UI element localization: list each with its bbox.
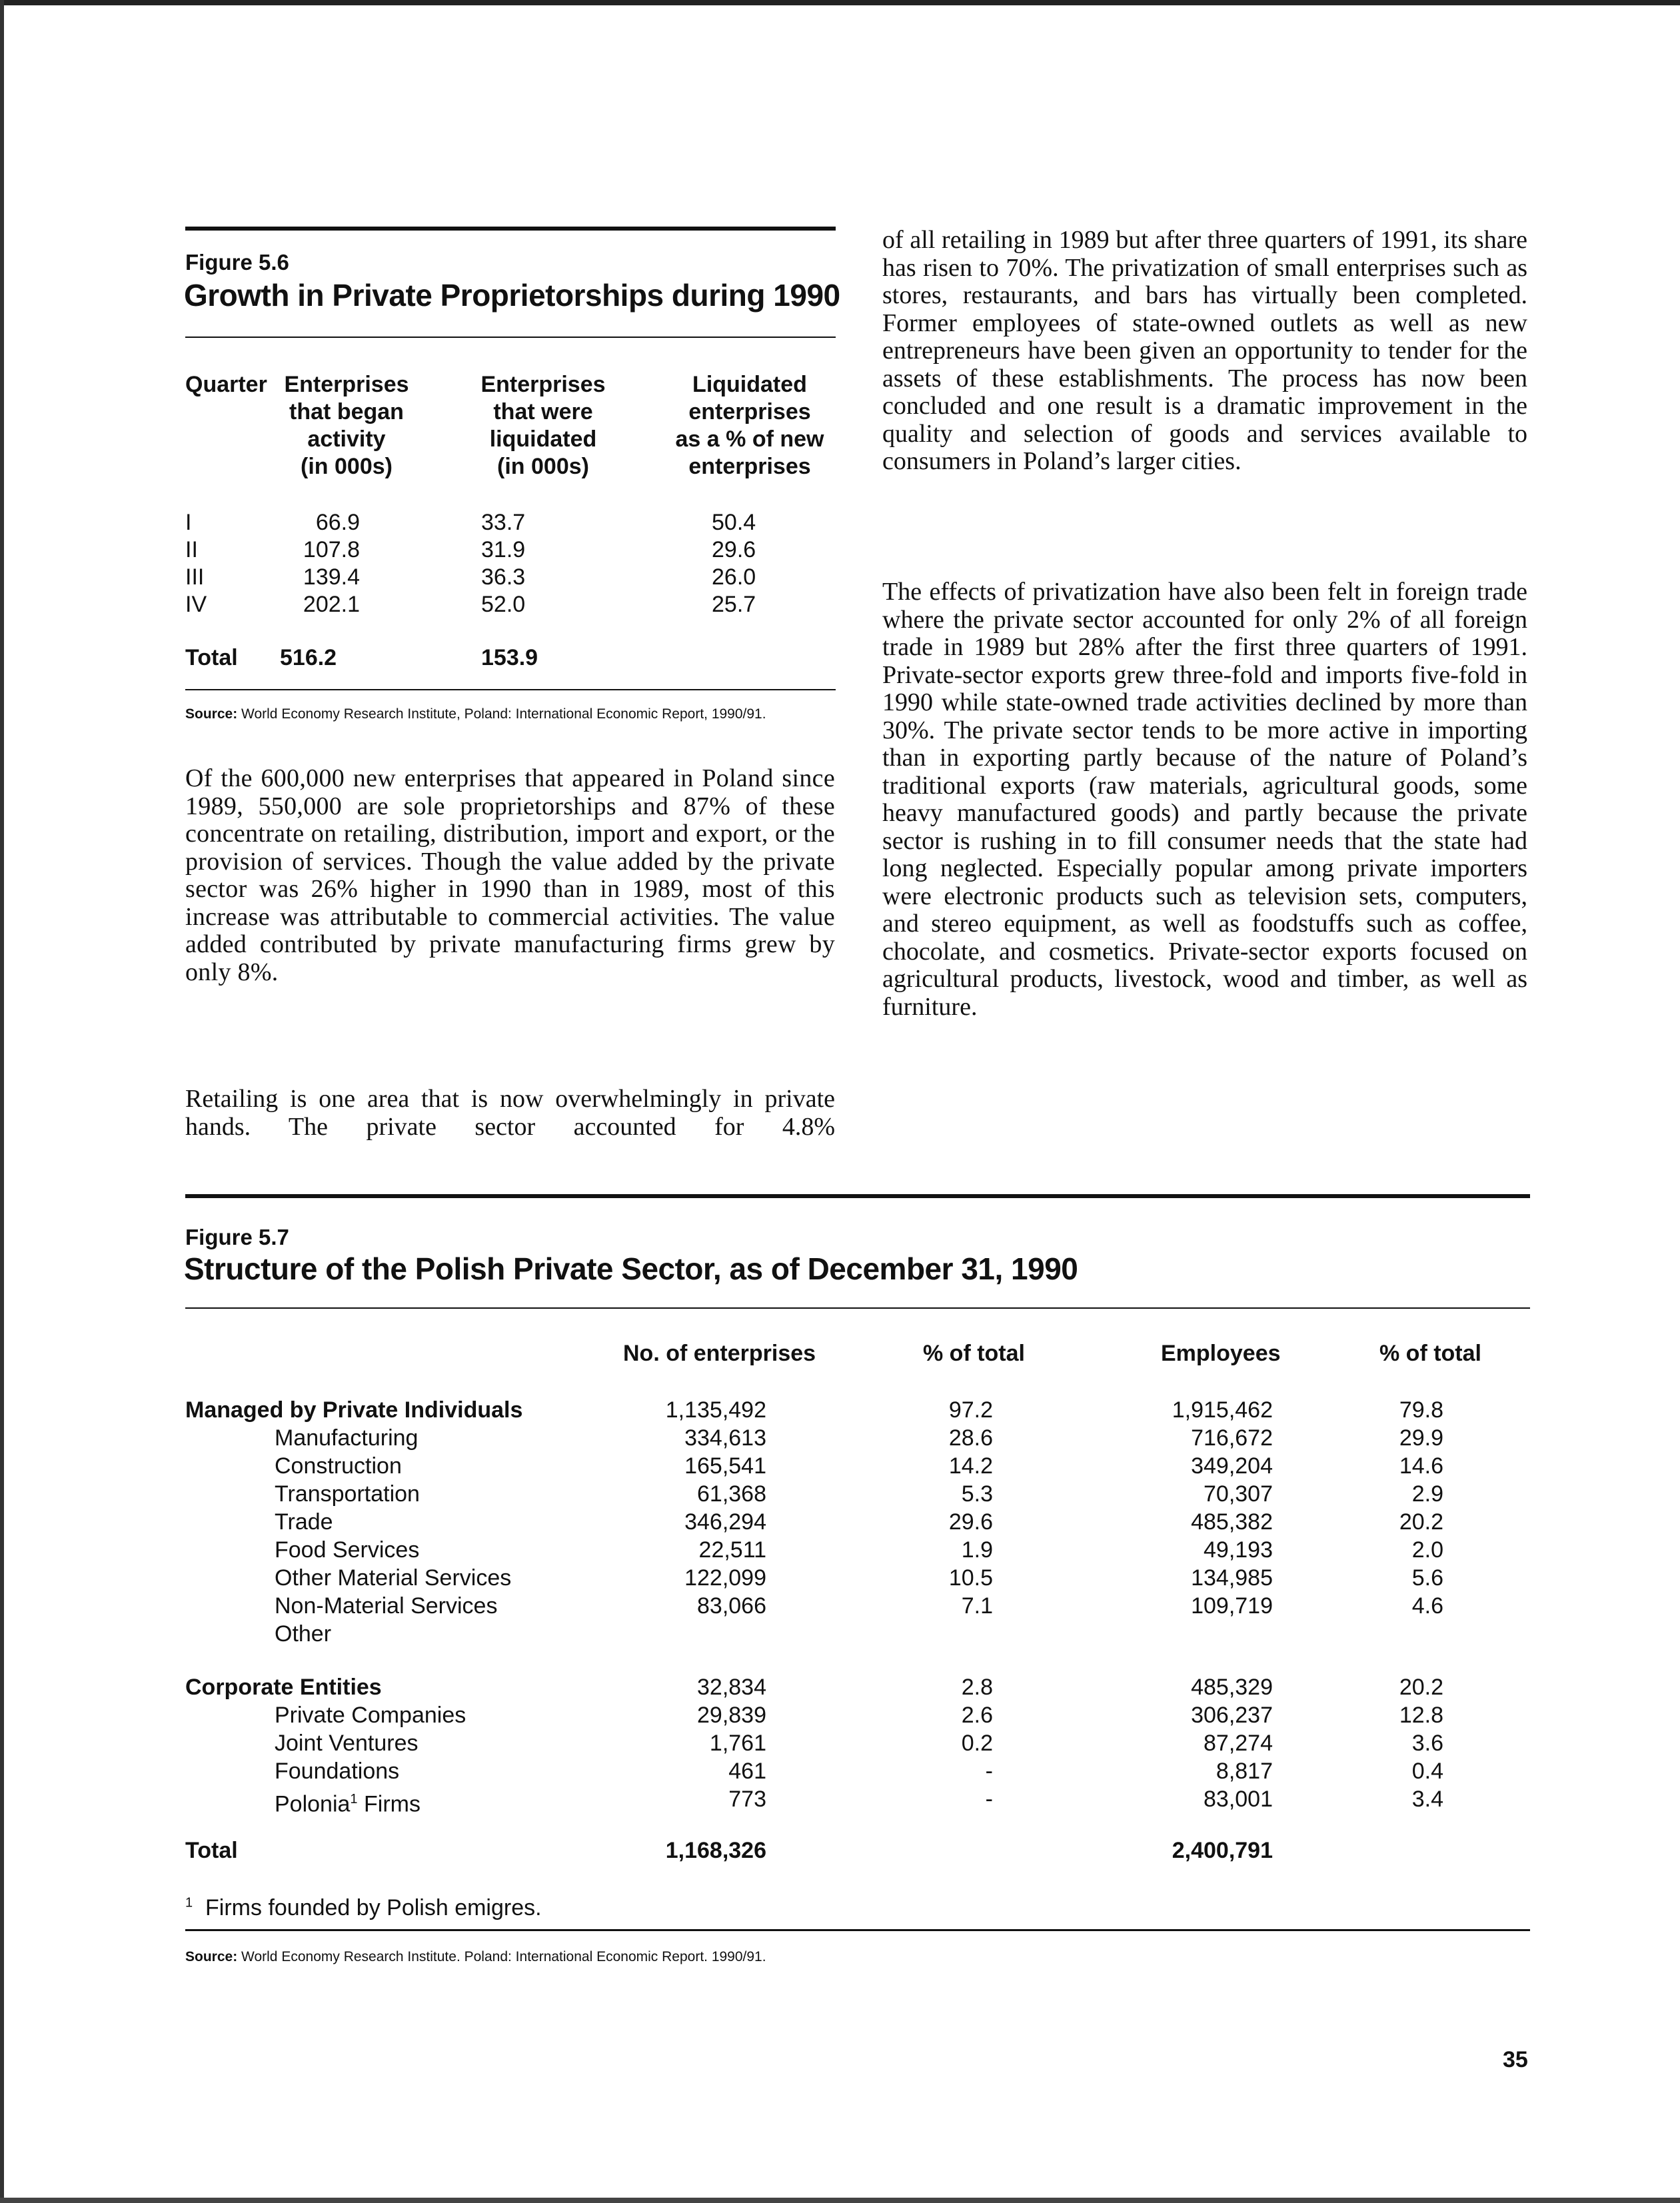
fig57-pct-employees: 5.6 [1411, 1565, 1443, 1591]
fig57-row [0, 1508, 1680, 1536]
fig57-row [0, 1592, 1680, 1620]
fig57-enterprises: 122,099 [684, 1565, 766, 1591]
fig56-quarter: I [185, 510, 192, 535]
fig57-pct-employees: 4.6 [1411, 1593, 1443, 1619]
fig57-row [0, 1757, 1680, 1785]
fig57-employees: 87,274 [1204, 1731, 1273, 1756]
fig57-row-label: Trade [275, 1509, 333, 1535]
fig57-employees: 485,382 [1191, 1509, 1273, 1535]
fig57-employees: 2,400,791 [1172, 1838, 1273, 1863]
body-paragraph: of all retailing in 1989 but after three quarters of 1991, its share has risen to 70%. The privatization of small enterprises such as stores, restaurants, and bars has virtually been completed. Former employees of state-owned outlets as well as new entrepreneurs have been given an opportunity to tender for the assets of these establishments. The process has now been concluded and one result is a dramatic improvement in the quality and selection of goods and services available to consumers in Poland’s larger cities. [882, 226, 1527, 475]
fig56-liquidated: 31.9 [481, 537, 526, 562]
fig57-title-rule [185, 1307, 1530, 1309]
fig57-enterprises: 1,135,492 [665, 1397, 766, 1423]
fig56-title-rule [185, 337, 836, 338]
fig57-bottom-rule [185, 1929, 1530, 1931]
fig57-employees: 49,193 [1204, 1537, 1273, 1563]
fig56-pct: 25.7 [712, 592, 756, 617]
fig57-row-label: Non-Material Services [275, 1593, 498, 1619]
fig57-enterprises: 29,839 [697, 1703, 766, 1728]
fig56-header-began: Enterprises that began activity (in 000s) [284, 372, 409, 479]
fig57-pct-enterprises: - [985, 1759, 993, 1784]
fig57-header-employees: Employees [1161, 1341, 1281, 1366]
fig56-began: 66.9 [315, 510, 360, 535]
fig57-enterprises: 32,834 [697, 1675, 766, 1700]
fig57-employees: 70,307 [1204, 1481, 1273, 1507]
fig57-header-pct-employees: % of total [1379, 1341, 1481, 1366]
fig57-row-label: Transportation [275, 1481, 420, 1507]
page-number: 35 [1503, 2047, 1528, 2072]
fig57-employees: 1,915,462 [1172, 1397, 1273, 1423]
fig57-enterprises: 1,761 [709, 1731, 766, 1756]
fig57-row [0, 1729, 1680, 1757]
fig57-row-label: Other Material Services [275, 1565, 512, 1591]
fig57-enterprises: 334,613 [684, 1425, 766, 1451]
fig56-bottom-rule [185, 689, 836, 690]
fig57-row-label: Polonia$^1$ Firms [275, 1791, 420, 1817]
fig56-liquidated: 33.7 [481, 510, 526, 535]
fig57-row [0, 1452, 1680, 1480]
fig56-label: Figure 5.6 [185, 250, 289, 275]
fig56-pct: 29.6 [712, 537, 756, 562]
fig57-enterprises: 773 [728, 1787, 766, 1812]
fig57-row [0, 1564, 1680, 1592]
fig57-row-label: Corporate Entities [185, 1675, 382, 1700]
fig57-row-label: Total [185, 1838, 238, 1863]
fig57-enterprises: 1,168,326 [665, 1838, 766, 1863]
fig57-row [0, 1536, 1680, 1564]
fig56-quarter: II [185, 537, 198, 562]
fig57-pct-enterprises: 1.9 [961, 1537, 993, 1563]
fig56-total-label: Total [185, 645, 238, 670]
fig56-header-liquidated: Enterprises that were liquidated (in 000s) [480, 372, 606, 479]
fig57-pct-enterprises: 29.6 [948, 1509, 993, 1535]
fig56-liquidated: 36.3 [481, 564, 526, 590]
fig57-pct-employees: 20.2 [1399, 1675, 1443, 1700]
fig57-pct-employees: 2.0 [1411, 1537, 1443, 1563]
fig57-pct-enterprises: 28.6 [948, 1425, 993, 1451]
fig57-employees: 8,817 [1216, 1759, 1273, 1784]
fig57-pct-enterprises: 5.3 [961, 1481, 993, 1507]
fig57-enterprises: 61,368 [697, 1481, 766, 1507]
fig57-row-label: Other [275, 1621, 332, 1647]
fig56-began: 202.1 [303, 592, 360, 617]
fig56-pct: 50.4 [712, 510, 756, 535]
fig57-row-label: Construction [275, 1453, 402, 1479]
fig57-row-label: Managed by Private Individuals [185, 1397, 523, 1423]
fig57-row [0, 1620, 1680, 1648]
fig57-employees: 83,001 [1204, 1787, 1273, 1812]
fig57-row [0, 1424, 1680, 1452]
fig56-began: 139.4 [303, 564, 360, 590]
fig57-pct-employees: 2.9 [1411, 1481, 1443, 1507]
footnote-ref: 1 [350, 1792, 358, 1807]
fig57-row [0, 1396, 1680, 1424]
fig57-pct-enterprises: 2.6 [961, 1703, 993, 1728]
fig56-pct: 26.0 [712, 564, 756, 590]
body-paragraph: Retailing is one area that is now overwhelmingly in private hands. The private sector accounted for 4.8% [185, 1085, 835, 1141]
fig57-pct-enterprises: 2.8 [961, 1675, 993, 1700]
fig57-header-pct-enterprises: % of total [923, 1341, 1025, 1366]
fig57-enterprises: 22,511 [698, 1537, 766, 1563]
fig56-began: 107.8 [303, 537, 360, 562]
scan-top-edge [0, 0, 1680, 5]
fig57-row [0, 1701, 1680, 1729]
fig57-enterprises: 83,066 [697, 1593, 766, 1619]
fig57-row [0, 1785, 1680, 1817]
fig56-header-pct: Liquidated enterprises as a % of new enterprises [675, 372, 824, 479]
fig57-pct-employees: 20.2 [1399, 1509, 1443, 1535]
fig57-row-label: Foundations [275, 1759, 400, 1784]
fig57-pct-employees: 12.8 [1399, 1703, 1443, 1728]
fig57-employees: 349,204 [1191, 1453, 1273, 1479]
fig57-pct-employees: 79.8 [1399, 1397, 1443, 1423]
fig57-pct-employees: 29.9 [1399, 1425, 1443, 1451]
fig57-footnote: $^1$ Firms founded by Polish emigres. [185, 1895, 542, 1920]
fig57-pct-enterprises: 97.2 [948, 1397, 993, 1423]
body-paragraph: The effects of privatization have also been felt in foreign trade where the private sector accounted for only 2% of all foreign trade in 1989 but 28% after the first three quarters of 1991. Private-sector exports grew three-fold and imports five-fold in 1990 while state-owned trade activities declined by more than 30%. The private sector tends to be more active in importing than in exporting partly because of the nature of Poland’s traditional exports (raw materials, agricultural goods, some heavy manufactured goods) and partly because the private sector is rushing in to fill consumer needs that the state had long neglected. Especially popular among private importers were electronic products such as television sets, computers, and stereo equipment, as well as foodstuffs such as coffee, chocolate, and cosmetics. Private-sector exports focused on agricultural products, livestock, wood and timber, as well as furniture. [882, 578, 1527, 1021]
fig57-top-rule [185, 1194, 1530, 1198]
fig56-quarter: III [185, 564, 205, 590]
fig57-employees: 134,985 [1191, 1565, 1273, 1591]
scan-left-edge [0, 0, 4, 2203]
fig56-total-liquidated: 153.9 [481, 645, 538, 670]
fig57-pct-employees: 3.6 [1411, 1731, 1443, 1756]
fig57-row-label: Joint Ventures [275, 1731, 419, 1756]
fig56-total-began: 516.2 [280, 645, 337, 670]
fig57-employees: 306,237 [1191, 1703, 1273, 1728]
fig56-header-quarter: Quarter [185, 372, 267, 397]
fig57-row-label: Private Companies [275, 1703, 466, 1728]
fig57-row [0, 1480, 1680, 1508]
fig57-source: Source: World Economy Research Institute. Poland: International Economic Report. 1990/91. [185, 1949, 766, 1964]
fig57-pct-enterprises: - [985, 1787, 993, 1812]
fig57-enterprises: 346,294 [684, 1509, 766, 1535]
fig57-employees: 109,719 [1191, 1593, 1273, 1619]
fig57-row [0, 1673, 1680, 1701]
fig57-pct-enterprises: 7.1 [961, 1593, 993, 1619]
fig57-header-enterprises: No. of enterprises [623, 1341, 816, 1366]
fig56-title: Growth in Private Proprietorships during 1990 [184, 278, 840, 313]
fig57-row-label: Manufacturing [275, 1425, 419, 1451]
fig56-source: Source: World Economy Research Institute, Poland: International Economic Report, 1990/91. [185, 706, 766, 722]
fig57-total-row [0, 1836, 1680, 1864]
fig57-pct-enterprises: 0.2 [961, 1731, 993, 1756]
fig56-top-rule [185, 227, 836, 231]
fig57-pct-enterprises: 10.5 [948, 1565, 993, 1591]
scan-bottom-edge [0, 2198, 1680, 2203]
fig57-pct-enterprises: 14.2 [948, 1453, 993, 1479]
fig57-pct-employees: 14.6 [1399, 1453, 1443, 1479]
fig57-enterprises: 461 [728, 1759, 766, 1784]
fig57-employees: 716,672 [1191, 1425, 1273, 1451]
fig57-title: Structure of the Polish Private Sector, as of December 31, 1990 [184, 1251, 1078, 1286]
fig56-liquidated: 52.0 [481, 592, 526, 617]
fig57-pct-employees: 0.4 [1411, 1759, 1443, 1784]
fig57-row-label: Food Services [275, 1537, 420, 1563]
body-paragraph: Of the 600,000 new enterprises that appeared in Poland since 1989, 550,000 are sole proprietorships and 87% of these concentrate on retailing, distribution, import and export, or the provision of services. Though the value added by the private sector was 26% higher in 1990 than in 1989, most of this increase was attributable to commercial activities. The value added contributed by private manufacturing firms grew by only 8%. [185, 764, 835, 986]
fig57-label: Figure 5.7 [185, 1225, 289, 1249]
fig56-quarter: IV [185, 592, 207, 617]
fig57-enterprises: 165,541 [684, 1453, 766, 1479]
fig57-pct-employees: 3.4 [1411, 1787, 1443, 1812]
fig57-employees: 485,329 [1191, 1675, 1273, 1700]
